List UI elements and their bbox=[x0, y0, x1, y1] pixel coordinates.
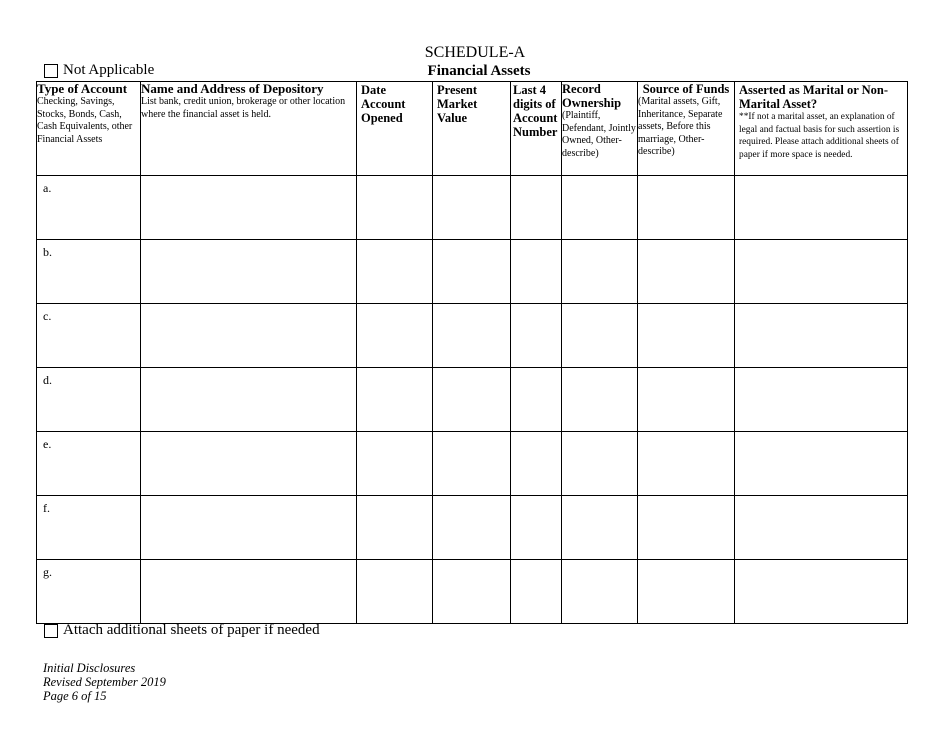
table-row bbox=[37, 240, 908, 304]
row-letter: g. bbox=[43, 565, 52, 579]
table-cell[interactable] bbox=[562, 560, 638, 624]
table-row bbox=[37, 304, 908, 368]
column-title: Date Account Opened bbox=[361, 83, 406, 125]
footer-document-title: Initial Disclosures bbox=[43, 661, 136, 675]
table-cell[interactable] bbox=[141, 240, 357, 304]
table-row bbox=[37, 368, 908, 432]
table-cell[interactable] bbox=[357, 496, 433, 560]
table-cell[interactable] bbox=[357, 176, 433, 240]
table-cell[interactable] bbox=[735, 304, 908, 368]
table-cell[interactable] bbox=[638, 496, 735, 560]
table-cell[interactable] bbox=[511, 432, 562, 496]
table-cell[interactable] bbox=[638, 368, 735, 432]
table-cell[interactable] bbox=[511, 176, 562, 240]
table-cell[interactable] bbox=[433, 240, 511, 304]
column-title: Asserted as Marital or Non-Marital Asset? bbox=[739, 83, 889, 111]
table-row bbox=[37, 496, 908, 560]
table-cell[interactable] bbox=[638, 240, 735, 304]
table-cell[interactable] bbox=[511, 304, 562, 368]
attach-sheets-checkbox[interactable] bbox=[44, 624, 58, 638]
row-letter: d. bbox=[43, 373, 52, 387]
footer-revision: Revised September 2019 bbox=[43, 675, 166, 689]
table-row bbox=[37, 176, 908, 240]
column-description: Checking, Savings, Stocks, Bonds, Cash, Cash Equivalents, other Financial Assets bbox=[37, 96, 133, 145]
table-row bbox=[37, 432, 908, 496]
table-cell[interactable] bbox=[511, 496, 562, 560]
column-header-source-of-funds bbox=[638, 82, 735, 176]
table-cell[interactable] bbox=[735, 176, 908, 240]
financial-assets-table bbox=[36, 81, 908, 624]
row-letter: e. bbox=[43, 437, 52, 451]
table-cell[interactable] bbox=[562, 496, 638, 560]
table-cell[interactable] bbox=[638, 176, 735, 240]
row-label-cell[interactable] bbox=[37, 560, 141, 624]
row-label-cell[interactable] bbox=[37, 304, 141, 368]
table-cell[interactable] bbox=[511, 368, 562, 432]
table-cell[interactable] bbox=[562, 240, 638, 304]
table-cell[interactable] bbox=[562, 368, 638, 432]
column-header-account-number bbox=[511, 82, 562, 176]
table-cell[interactable] bbox=[562, 176, 638, 240]
table-cell[interactable] bbox=[735, 240, 908, 304]
column-title: Name and Address of Depository bbox=[141, 81, 324, 96]
row-letter: b. bbox=[43, 245, 52, 259]
column-header-market-value bbox=[433, 82, 511, 176]
table-cell[interactable] bbox=[638, 560, 735, 624]
row-label-cell[interactable] bbox=[37, 240, 141, 304]
column-title: Last 4 digits of Account Number bbox=[513, 83, 558, 139]
table-cell[interactable] bbox=[735, 368, 908, 432]
column-title: Type of Account bbox=[37, 81, 128, 96]
table-cell[interactable] bbox=[141, 496, 357, 560]
column-title: Source of Funds bbox=[642, 82, 730, 96]
column-title: Present Market Value bbox=[437, 83, 478, 125]
table-cell[interactable] bbox=[141, 368, 357, 432]
column-header-date-opened bbox=[357, 82, 433, 176]
table-cell[interactable] bbox=[562, 304, 638, 368]
table-cell[interactable] bbox=[433, 304, 511, 368]
row-label-cell[interactable] bbox=[37, 176, 141, 240]
column-header-depository bbox=[141, 82, 357, 176]
table-cell[interactable] bbox=[357, 368, 433, 432]
table-cell[interactable] bbox=[141, 176, 357, 240]
table-cell[interactable] bbox=[141, 432, 357, 496]
table-cell[interactable] bbox=[735, 560, 908, 624]
column-description: (Marital assets, Gift, Inheritance, Separate assets, Before this marriage, Other-describe) bbox=[638, 96, 723, 158]
table-cell[interactable] bbox=[433, 368, 511, 432]
column-description: **If not a marital asset, an explanation of legal and factual basis for such assertion is required. Please attach additional sheets of paper if more space is needed. bbox=[739, 112, 900, 160]
table-cell[interactable] bbox=[735, 496, 908, 560]
table-cell[interactable] bbox=[141, 304, 357, 368]
table-cell[interactable] bbox=[638, 304, 735, 368]
column-header-marital-asset bbox=[735, 82, 908, 176]
row-label-cell[interactable] bbox=[37, 432, 141, 496]
table-cell[interactable] bbox=[141, 560, 357, 624]
table-cell[interactable] bbox=[433, 432, 511, 496]
table-cell[interactable] bbox=[433, 176, 511, 240]
page-footer bbox=[43, 661, 166, 703]
table-header-row bbox=[37, 82, 908, 176]
table-cell[interactable] bbox=[433, 560, 511, 624]
attach-sheets-label: Attach additional sheets of paper if needed bbox=[63, 622, 320, 638]
table-cell[interactable] bbox=[357, 304, 433, 368]
column-description: List bank, credit union, brokerage or other location where the financial asset is held. bbox=[141, 96, 346, 120]
table-cell[interactable] bbox=[735, 432, 908, 496]
section-title: Financial Assets bbox=[427, 63, 531, 79]
table-cell[interactable] bbox=[357, 240, 433, 304]
row-label-cell[interactable] bbox=[37, 368, 141, 432]
row-letter: a. bbox=[43, 181, 52, 195]
table-cell[interactable] bbox=[511, 560, 562, 624]
row-label-cell[interactable] bbox=[37, 496, 141, 560]
footer-page-number: Page 6 of 15 bbox=[43, 689, 107, 703]
table-row bbox=[37, 560, 908, 624]
row-letter: c. bbox=[43, 309, 52, 323]
table-cell[interactable] bbox=[511, 240, 562, 304]
table-cell[interactable] bbox=[357, 432, 433, 496]
not-applicable-label: Not Applicable bbox=[63, 62, 155, 78]
column-description: (Plaintiff, Defendant, Jointly Owned, Other-describe) bbox=[562, 110, 636, 159]
table-cell[interactable] bbox=[562, 432, 638, 496]
table-cell[interactable] bbox=[433, 496, 511, 560]
column-title: Record Ownership bbox=[562, 82, 622, 110]
table-cell[interactable] bbox=[638, 432, 735, 496]
column-header-type-of-account bbox=[37, 82, 141, 176]
table-cell[interactable] bbox=[357, 560, 433, 624]
schedule-title: SCHEDULE-A bbox=[424, 44, 526, 61]
column-header-record-ownership bbox=[562, 82, 638, 176]
row-letter: f. bbox=[43, 501, 50, 515]
